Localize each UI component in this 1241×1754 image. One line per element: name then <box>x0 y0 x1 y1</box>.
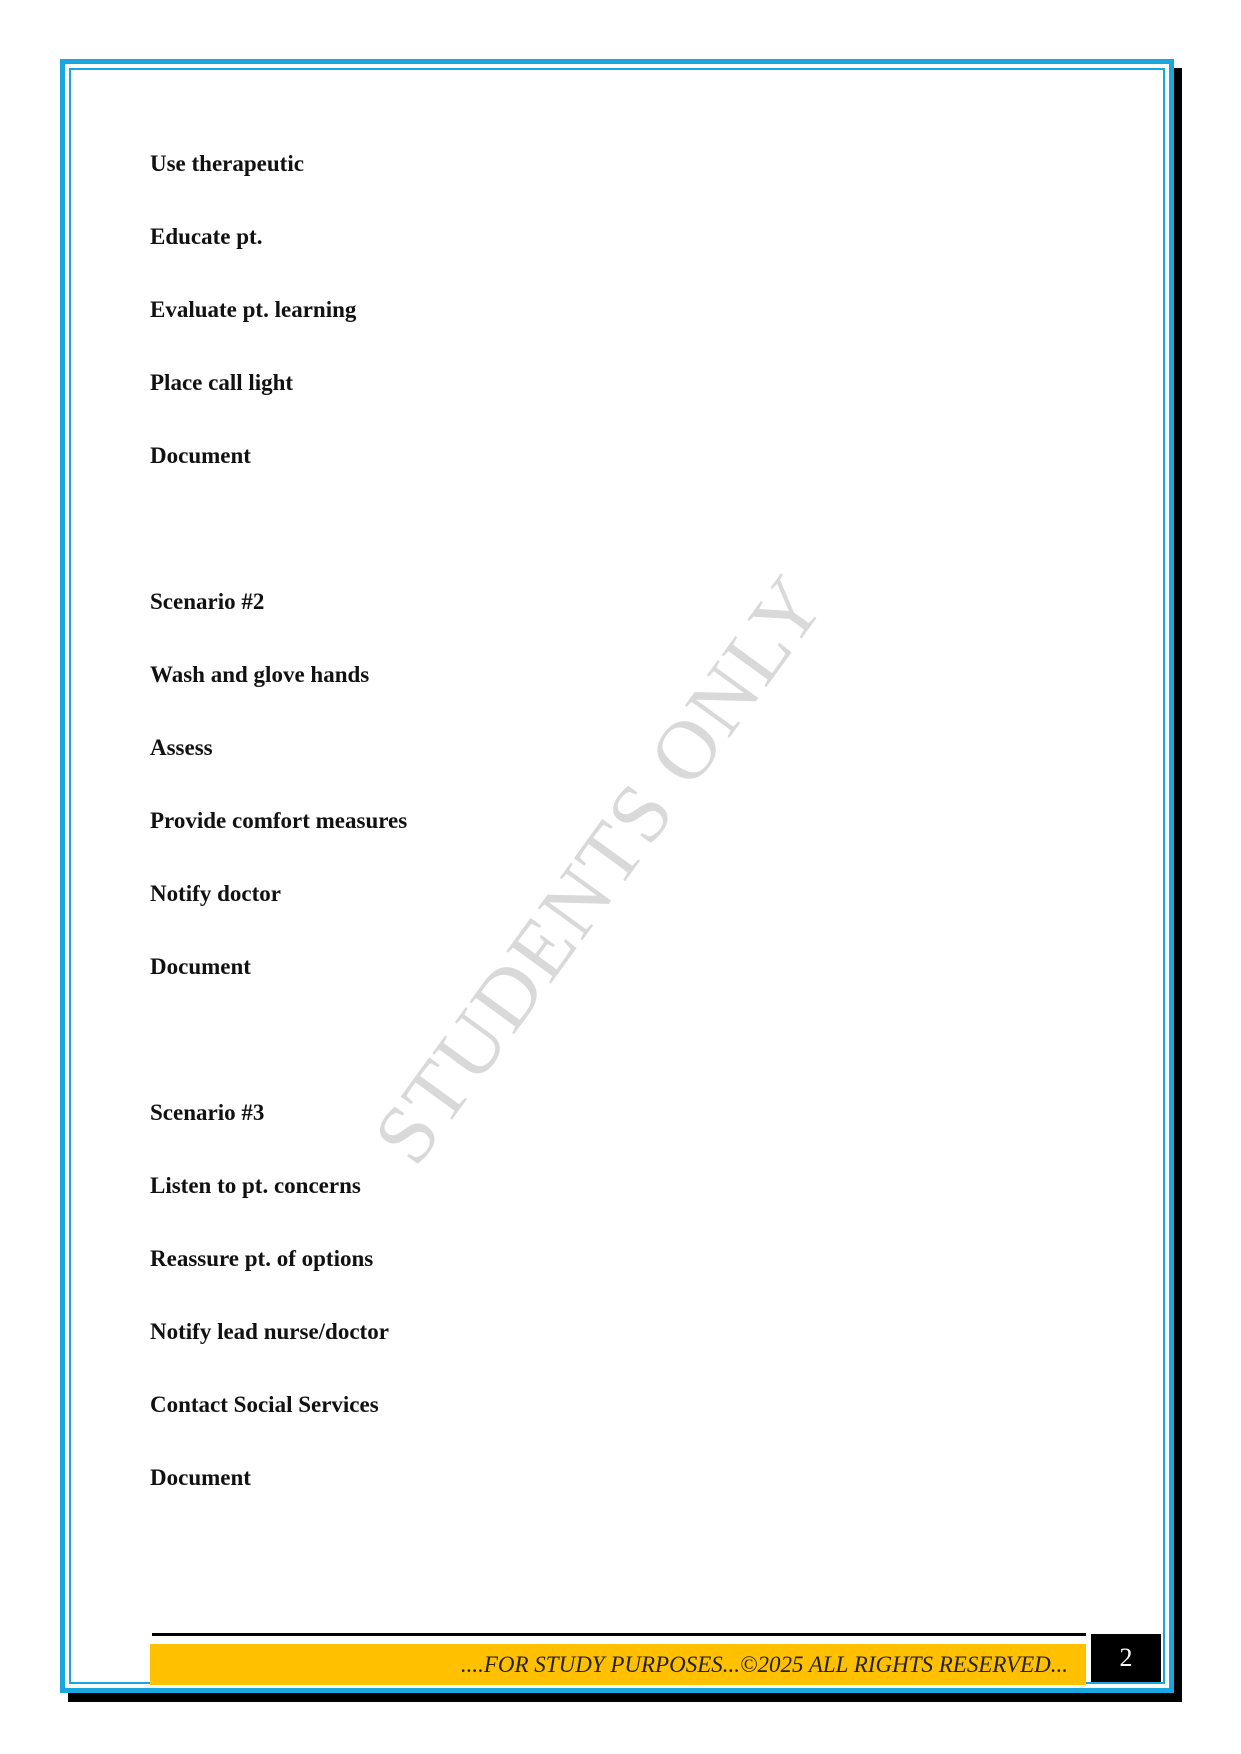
scenario-3-heading: Scenario #3 <box>150 1100 265 1125</box>
step-contact-social-services: Contact Social Services <box>150 1392 379 1417</box>
step-reassure-pt-of-options: Reassure pt. of options <box>150 1246 374 1271</box>
scenario-2-heading: Scenario #2 <box>150 589 265 614</box>
footer-text: ....FOR STUDY PURPOSES...©2025 ALL RIGHTS RESERVED... <box>460 1651 1068 1677</box>
step-place-call-light: Place call light <box>150 370 294 395</box>
step-educate-pt: Educate pt. <box>150 224 263 249</box>
footer-rule <box>152 1633 1086 1636</box>
step-use-therapeutic: Use therapeutic <box>150 151 304 176</box>
step-notify-lead-nurse-doctor: Notify lead nurse/doctor <box>150 1319 389 1344</box>
watermark: STUDENTS ONLY <box>355 558 844 1181</box>
step-document: Document <box>150 443 251 468</box>
step-document: Document <box>150 954 251 979</box>
footer-bar <box>150 1644 1086 1685</box>
step-assess: Assess <box>150 735 213 760</box>
step-document: Document <box>150 1465 251 1490</box>
step-provide-comfort-measures: Provide comfort measures <box>150 808 408 833</box>
step-wash-and-glove-hands: Wash and glove hands <box>150 662 370 687</box>
document-body <box>150 0 950 1600</box>
step-evaluate-pt-learning: Evaluate pt. learning <box>150 297 357 322</box>
step-notify-doctor: Notify doctor <box>150 881 281 906</box>
step-listen-to-pt-concerns: Listen to pt. concerns <box>150 1173 361 1198</box>
page-number: 2 <box>1091 1634 1161 1682</box>
